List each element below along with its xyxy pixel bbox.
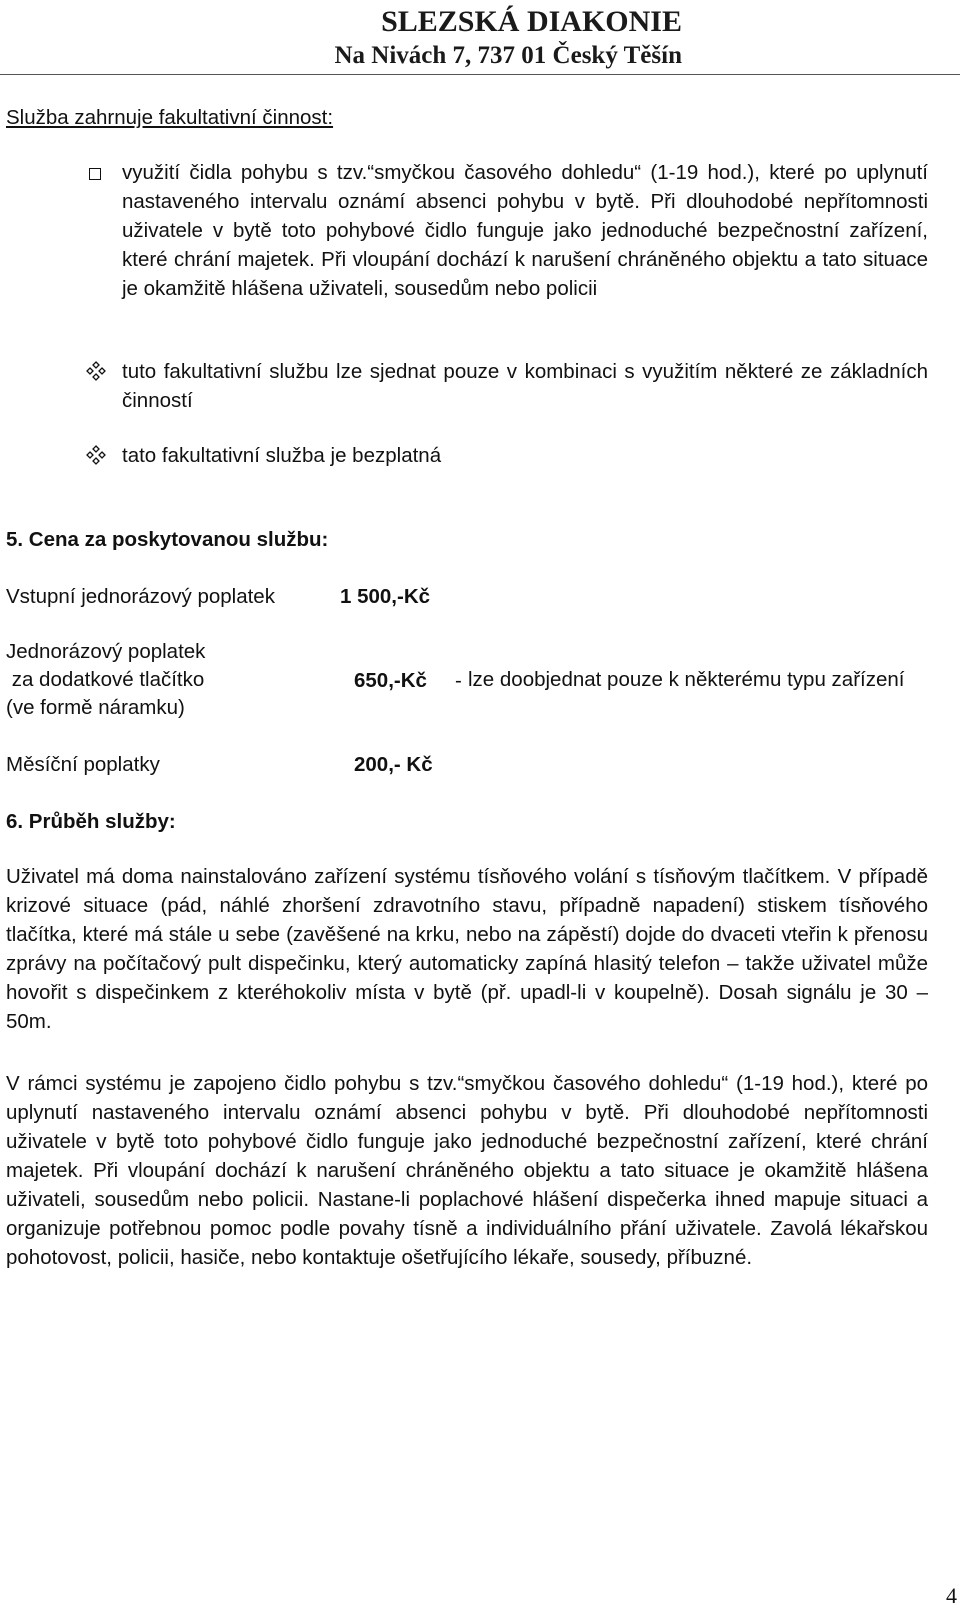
page-number: 4 (946, 1583, 957, 1608)
extra-button-value: 650,-Kč (354, 669, 427, 692)
section-6-heading: 6. Průběh služby: (6, 810, 176, 833)
optional-service-note-2: tato fakultativní služba je bezplatná (122, 444, 442, 467)
optional-service-heading: Služba zahrnuje fakultativní činnost: (6, 106, 334, 129)
diamond-bullet-icon (86, 361, 106, 381)
monthly-fee-label: Měsíční poplatky (6, 753, 160, 776)
entry-fee-value: 1 500,-Kč (340, 585, 431, 608)
checkbox-icon (89, 168, 101, 180)
organization-name: SLEZSKÁ DIAKONIE (381, 5, 682, 38)
section-5-heading: 5. Cena za poskytovanou službu: (6, 528, 329, 551)
service-description-paragraph-2: V rámci systému je zapojeno čidlo pohybu s tzv.“smyčkou časového dohledu“ (1-19 hod.), které po uplynutí nastaveného intervalu oznámí absenci pohybu v bytě. Při dlouhodobé nepřítomnosti uživatele v bytě toto pohybové čidlo funguje jako jednoduché bezpečnostní zařízení, které chrání majetek. Při vloupání dochází k narušení chráněného objektu a tato situace je okamžitě hlášena uživateli, sousedům nebo policii. Nastane-li poplachové hlášení dispečerka ihned mapuje situaci a organizuje potřebnou pomoc podle povahy tísně a individuálního přání uživatele. Zavolá lékařskou pohotovost, policii, hasiče, nebo kontaktuje ošetřujícího lékaře, sousedy, příbuzné. (6, 1072, 928, 1269)
extra-button-dash: - (455, 669, 462, 692)
diamond-bullet-icon (86, 445, 106, 465)
entry-fee-label: Vstupní jednorázový poplatek (6, 585, 275, 608)
monthly-fee-value: 200,- Kč (354, 753, 433, 776)
organization-address: Na Nivách 7, 737 01 Český Těšín (334, 42, 682, 69)
extra-button-note: lze doobjednat pouze k některému typu zařízení (468, 668, 905, 691)
optional-service-item: využití čidla pohybu s tzv.“smyčkou časového dohledu“ (1-19 hod.), které po uplynutí nastaveného intervalu oznámí absenci pohybu v bytě. Při dlouhodobé nepřítomnosti uživatele v bytě toto pohybové čidlo funguje jako jednoduché bezpečnostní zařízení, které chrání majetek. Při vloupání dochází k narušení chráněného objektu a tato situace je okamžitě hlášena uživateli, sousedům nebo policii (122, 161, 928, 300)
optional-service-note-1: tuto fakultativní službu lze sjednat pouze v kombinaci s využitím některé ze základních činností (122, 360, 928, 412)
service-description-paragraph-1: Uživatel má doma nainstalováno zařízení systému tísňového volání s tísňovým tlačítkem. V případě krizové situace (pád, náhlé zhoršení zdravotního stavu, případně napadení) stiskem tísňového tlačítka, které má stále u sebe (zavěšené na krku, nebo na zápěstí) dojde do dvaceti vteřin k přenosu zprávy na počítačový pult dispečinku, který automaticky zapíná hlasitý telefon – takže uživatel může hovořit s dispečinkem z kteréhokoliv místa v bytě (př. upadl-li v koupelně). Dosah signálu je 30 – 50m. (6, 865, 928, 1033)
header-divider (0, 74, 960, 75)
extra-button-label: Jednorázový poplatek za dodatkové tlačítko (ve formě náramku) (6, 640, 206, 719)
